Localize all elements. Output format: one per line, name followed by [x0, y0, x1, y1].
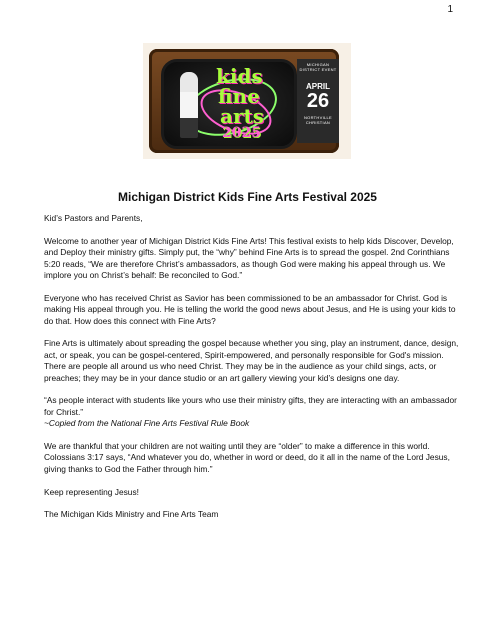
- event-day: 26: [306, 90, 330, 112]
- child-singer-figure: [180, 72, 198, 138]
- quote: “As people interact with students like yours who use their ministry gifts, they are interacting with an ambassador for Christ.”: [44, 395, 457, 417]
- paragraph-ambassador: Everyone who has received Christ as Savior has been commissioned to be an ambassador for Christ. God is making His appeal through you. He is telling the world the good news about Jesus, and He is using your kids to do that. How does this connect with Fine Arts?: [44, 292, 456, 326]
- logo-year: 2025: [222, 125, 261, 141]
- document-title: Michigan District Kids Fine Arts Festival 2025: [118, 190, 377, 204]
- tv-screen: [161, 59, 297, 149]
- paragraph-fine-arts: Fine Arts is ultimately about spreading the gospel because whether you sing, play an instrument, dance, design, act, or speak, you can be gospel-centered, Spirit-empowered, and personally responsible for God's mission. There are people all around us who need Christ. They may be in the audience as your child sings, acts, or preaches; they may be in your dance studio or an art gallery viewing your kid’s designs one day.: [44, 338, 459, 383]
- letter-body: [44, 213, 464, 532]
- logo-word-fine: fine: [218, 84, 260, 108]
- closing-line: Keep representing Jesus!: [44, 486, 139, 497]
- event-organizer: MICHIGAN DISTRICT EVENT: [299, 62, 337, 72]
- signature: The Michigan Kids Ministry and Fine Arts Team: [44, 509, 219, 520]
- event-info-panel: [297, 59, 339, 143]
- header-banner-image: [143, 43, 351, 159]
- logo-word-kids: kids: [216, 64, 263, 88]
- retro-tv-illustration: [149, 49, 339, 153]
- paragraph-thankful: We are thankful that your children are not waiting until they are “older” to make a difference in this world. Colossians 3:17 says, “And whatever you do, whether in word or deed, do it all in the name of the Lord Jesus, giving thanks to God the Father through him.”: [44, 441, 450, 474]
- event-location: NORTHVILLE CHRISTIAN: [303, 115, 333, 125]
- logo-word-arts: arts: [220, 104, 264, 128]
- page-number: 1: [447, 4, 453, 15]
- paragraph-welcome: Welcome to another year of Michigan District Kids Fine Arts! This festival exists to help kids Discover, Develop, and Deploy their ministry gifts. Simply put, the “why” behind Fine Arts is to spread the gospel. 2nd Corinthians 5:20 reads, “We are therefore Christ’s ambassadors, as though God were making his appeal through us. We implore you on Christ’s behalf: Be reconciled to God.”: [44, 235, 454, 281]
- event-month: APRIL: [306, 82, 330, 91]
- quote-source: ~Copied from the National Fine Arts Festival Rule Book: [44, 418, 250, 429]
- salutation: Kid’s Pastors and Parents,: [44, 213, 143, 223]
